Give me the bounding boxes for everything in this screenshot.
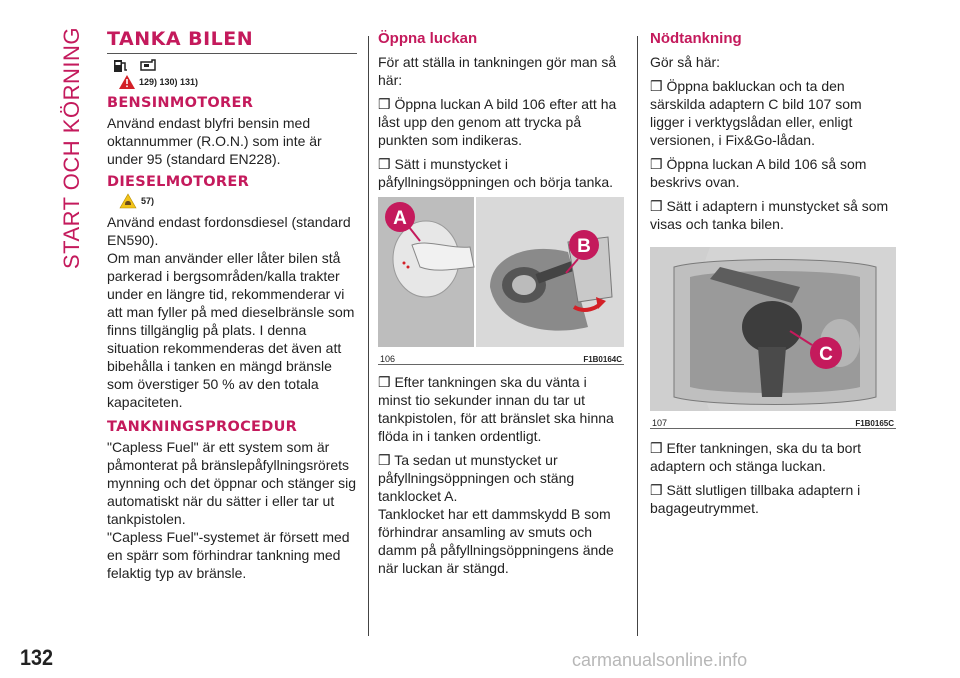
open-flap-intro: För att ställa in tankningen gör man så här: (378, 54, 617, 88)
bullet-icon: ❒ (650, 482, 663, 498)
caution-reference-row (119, 193, 357, 209)
step-text: Öppna bakluckan och ta den särskilda adaptern C bild 107 som ligger i verktygslådan eller, enligt versionen, i Fix&Go-lådan. (650, 78, 862, 148)
petrol-text: Använd endast blyfri bensin med oktannummer (R.O.N.) som inte är under 95 (standard EN228). (107, 115, 322, 167)
open-flap-step-4 (378, 451, 624, 505)
figure-label-a: A (393, 208, 407, 229)
bullet-icon: ❒ (378, 374, 391, 390)
bullet-icon: ❒ (378, 96, 391, 112)
fuel-flap-illustration (378, 197, 624, 347)
diesel-text-1: Använd endast fordonsdiesel (standard EN590). (107, 214, 351, 248)
emergency-step-3 (650, 197, 896, 233)
bullet-icon: ❒ (378, 452, 391, 468)
figure-106 (378, 197, 624, 365)
open-flap-step-3 (378, 373, 624, 445)
step-text: Sätt i adaptern i munstycket så som visas och tanka bilen. (650, 198, 889, 232)
procedure-text-2: "Capless Fuel"-systemet är försett med en spärr som förhindrar tankning med felaktig typ av bränsle. (107, 529, 350, 581)
caution-ref: 57) (141, 196, 155, 206)
section-title-procedure: TANKNINGSPROCEDUR (107, 419, 298, 435)
column-divider (368, 36, 369, 636)
step-text: Efter tankningen, ska du ta bort adaptern och stänga luckan. (650, 440, 862, 474)
page-title: TANKA BILEN (107, 28, 357, 54)
diesel-text-2: Om man använder eller låter bilen stå parkerad i bergsområden/kalla trakter under en längre tid, rekommenderar vi att man fyller på med dieselbränsle som finns tillgänglig på plats. I denna situation rekommenderas det även att bibehålla i tanken en mängd bränsle som överstiger 50 % av den totala kapaciteten. (107, 250, 355, 410)
step-text: Öppna luckan A bild 106 efter att ha låst upp den genom att trycka på punkten som indikeras. (378, 96, 617, 148)
column-left (107, 28, 357, 588)
procedure-text-1: "Capless Fuel" är ett system som är påmonterat på bränslepåfyllningsrörets mynning och det öppnar och stänger sig automatiskt när du sätter i eller tar ut tankpistolen. (107, 439, 357, 527)
figure-code: F1B0165C (855, 419, 894, 428)
open-flap-step-1 (378, 95, 624, 149)
fuel-pump-icon (112, 57, 134, 73)
engine-icon (138, 57, 160, 73)
page-number: 132 (20, 645, 54, 670)
emergency-step-2 (650, 155, 896, 191)
side-chapter-title (59, 28, 85, 268)
bullet-icon: ❒ (650, 198, 663, 214)
column-right (650, 28, 896, 523)
warning-reference-row (119, 75, 357, 89)
figure-107 (650, 247, 896, 429)
section-title-diesel: DIESELMOTORER (107, 174, 250, 190)
warning-refs: 129) 130) 131) (139, 77, 199, 87)
figure-caption (378, 352, 624, 365)
figure-number: 106 (380, 354, 396, 364)
emergency-intro: Gör så här: (650, 54, 721, 70)
bullet-icon: ❒ (650, 156, 663, 172)
emergency-step-5 (650, 481, 896, 517)
bullet-icon: ❒ (650, 78, 663, 94)
warning-triangle-icon (119, 75, 135, 89)
open-flap-step-2 (378, 155, 624, 191)
figure-caption (650, 416, 896, 429)
figure-label-c: C (819, 344, 833, 365)
adapter-illustration (650, 247, 896, 411)
emergency-step-4 (650, 439, 896, 475)
caution-hand-icon (119, 193, 137, 209)
figure-number: 107 (652, 418, 668, 428)
column-divider (637, 36, 638, 636)
step-text: Sätt slutligen tillbaka adaptern i bagageutrymmet. (650, 482, 861, 516)
open-flap-note: Tanklocket har ett dammskydd B som förhindrar ansamling av smuts och damm på påfyllningsöppningens ände när luckan är stängd. (378, 506, 614, 576)
watermark-text: carmanualsonline.info (572, 650, 748, 670)
heading-open-flap: Öppna luckan (378, 30, 478, 47)
figure-code: F1B0164C (583, 355, 622, 364)
bullet-icon: ❒ (378, 156, 391, 172)
figure-label-b: B (577, 236, 591, 257)
bullet-icon: ❒ (650, 440, 663, 456)
step-text: Sätt i munstycket i påfyllningsöppningen och börja tanka. (378, 156, 614, 190)
fuel-icons (112, 57, 357, 73)
step-text: Ta sedan ut munstycket ur påfyllningsöppningen och stäng tanklocket A. (378, 452, 575, 504)
column-middle (378, 28, 624, 583)
section-title-petrol: BENSINMOTORER (107, 95, 254, 111)
heading-emergency: Nödtankning (650, 30, 742, 47)
emergency-step-1 (650, 77, 896, 149)
side-chapter-title-text: START OCH KÖRNING (59, 27, 85, 269)
step-text: Öppna luckan A bild 106 så som beskrivs ovan. (650, 156, 867, 190)
step-text: Efter tankningen ska du vänta i minst tio sekunder innan du tar ut tankpistolen, för att bränslet ska hinna flöda in i tanken ordentligt. (378, 374, 614, 444)
